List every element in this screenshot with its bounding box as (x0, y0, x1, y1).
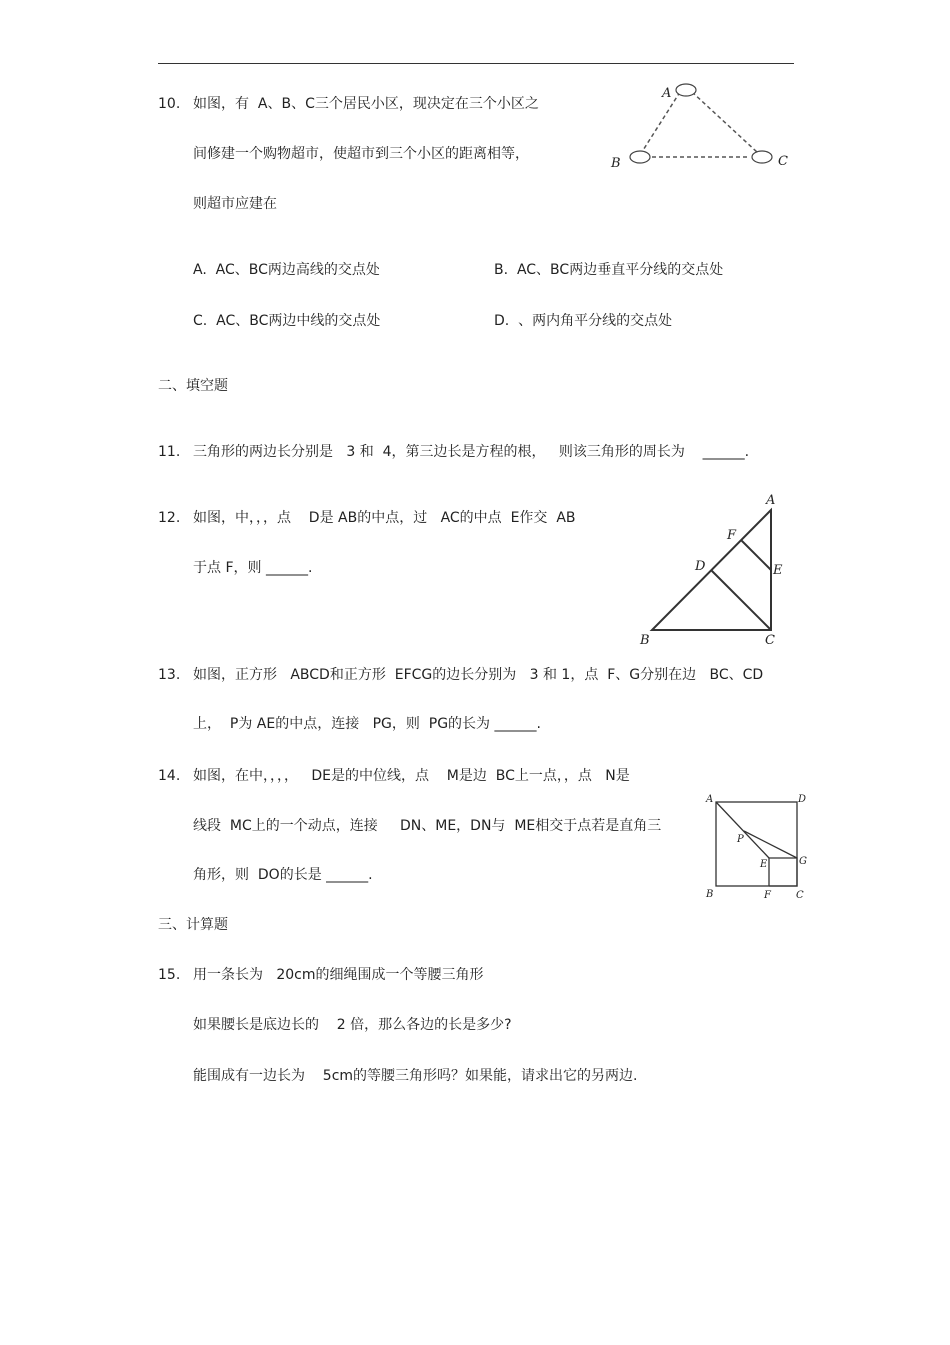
q15-number: 15. (158, 967, 181, 983)
header-rule (158, 63, 794, 64)
q14-label-f: F (764, 890, 771, 901)
q13-line2: 上， P为 AE的中点，连接 PG，则 PG的长为 ______. (193, 716, 541, 732)
q12-label-f: F (727, 528, 737, 543)
q10-label-a: A (662, 86, 672, 101)
q10-label-c: C (778, 154, 788, 169)
section3-heading: 三、计算题 (158, 917, 228, 933)
q13-number: 13. (158, 667, 181, 683)
q14-label-p: P (737, 834, 744, 845)
q10-option-b: B. AC、BC两边垂直平分线的交点处 (494, 262, 724, 278)
q14-number: 14. (158, 768, 181, 784)
q10-option-c: C. AC、BC两边中线的交点处 (193, 313, 381, 329)
q10-line2: 间修建一个购物超市，使超市到三个小区的距离相等， (193, 146, 529, 162)
q10-figure (600, 75, 800, 180)
q10-option-d: D. 、两内角平分线的交点处 (494, 313, 673, 329)
q15-line2: 如果腰长是底边长的 2 倍，那么各边的长是多少? (193, 1017, 512, 1033)
q14-label-d: D (798, 794, 807, 805)
q10-option-a: A. AC、BC两边高线的交点处 (193, 262, 380, 278)
q10-line3: 则超市应建在 (193, 196, 277, 212)
q12-label-e: E (773, 563, 783, 578)
q14-label-b: B (706, 889, 714, 900)
q10-line1: 如图，有 A、B、C三个居民小区，现决定在三个小区之 (193, 96, 539, 112)
q12-number: 12. (158, 510, 181, 526)
q14-line3: 角形，则 DO的长是 ______. (193, 867, 373, 883)
q12-line2: 于点 F，则 ______. (193, 560, 313, 576)
q10-point-c (752, 151, 772, 163)
q10-point-b (630, 151, 650, 163)
section2-heading: 二、填空题 (158, 378, 228, 394)
q14-label-e: E (760, 859, 768, 870)
q14-figure (700, 790, 815, 905)
q10-point-a (676, 84, 696, 96)
q12-figure (630, 488, 800, 653)
q14-label-a: A (706, 794, 714, 805)
q13-line1: 如图，正方形 ABCD和正方形 EFCG的边长分别为 3 和 1，点 F、G分别在边 BC、CD (193, 667, 764, 683)
q10-number: 10. (158, 96, 181, 112)
q12-line1: 如图，中，，，点 D是 AB的中点，过 AC的中点 E作交 AB (193, 510, 576, 526)
q14-label-g: G (799, 856, 807, 867)
q12-label-a: A (766, 493, 776, 508)
q12-label-d: D (695, 559, 706, 574)
q11-number: 11. (158, 444, 181, 460)
q15-line1: 用一条长为 20cm的细绳围成一个等腰三角形 (193, 967, 484, 983)
q14-line2: 线段 MC上的一个动点，连接 DN、ME，DN与 ME相交于点若是直角三 (193, 818, 662, 834)
q10-label-b: B (611, 156, 621, 171)
q12-label-b: B (640, 633, 650, 648)
q14-line1: 如图，在中，，，， DE是的中位线，点 M是边 BC上一点，，点 N是 (193, 768, 630, 784)
q11-text: 三角形的两边长分别是 3 和 4，第三边长是方程的根， 则该三角形的周长为 ______. (193, 444, 750, 460)
q15-line3: 能围成有一边长为 5cm的等腰三角形吗？如果能，请求出它的另两边. (193, 1068, 638, 1084)
q12-label-c: C (765, 633, 775, 648)
q14-label-c: C (796, 890, 804, 901)
